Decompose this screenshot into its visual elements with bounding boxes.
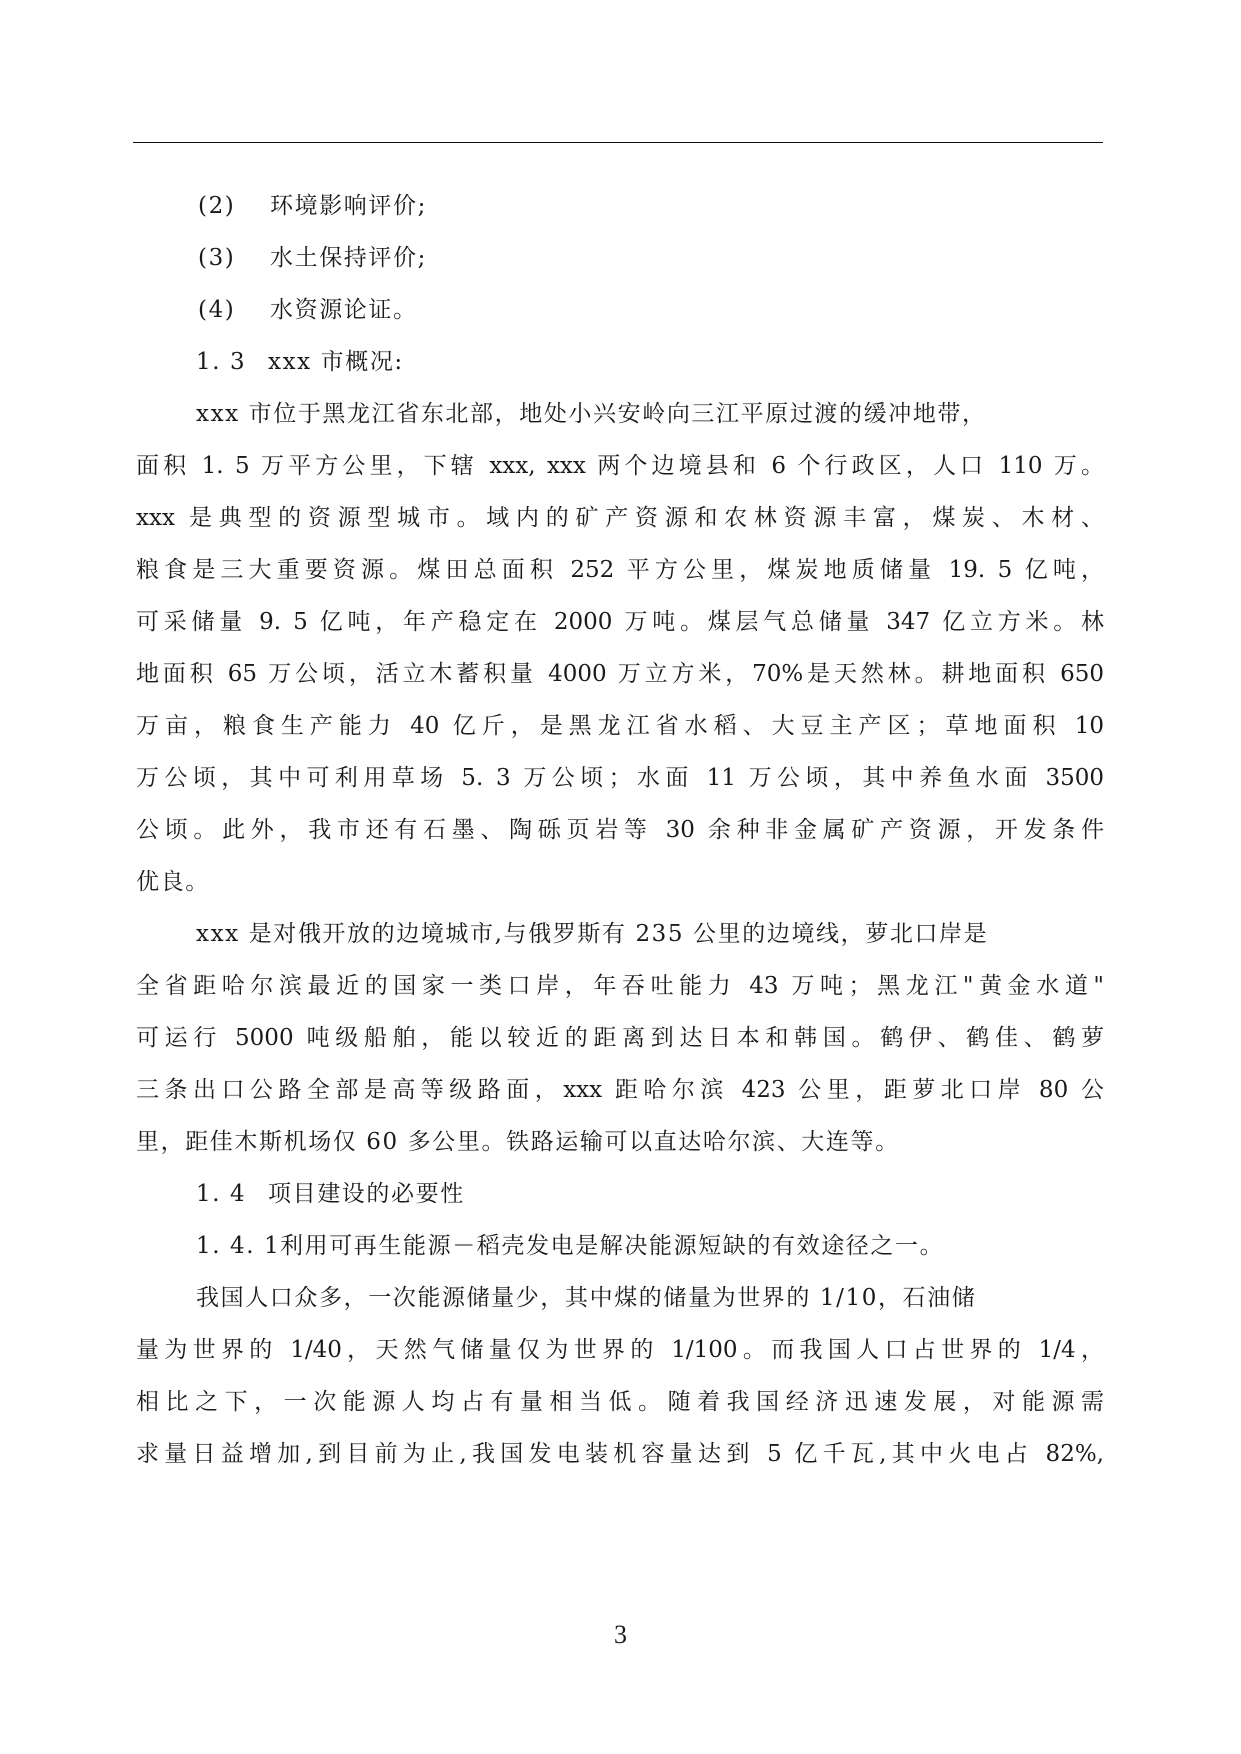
paragraph-line: 万公顷，其中可利用草场 5. 3 万公顷；水面 11 万公顷，其中养鱼水面 3500 xyxy=(136,765,1104,791)
paragraph-line: 三条出口公路全部是高等级路面，xxx 距哈尔滨 423 公里，距萝北口岸 80 公 xyxy=(136,1077,1104,1103)
paragraph-line: 地面积 65 万公顷，活立木蓄积量 4000 万立方米，70%是天然林。耕地面积 650 xyxy=(136,661,1104,687)
paragraph-line: 我国人口众多，一次能源储量少，其中煤的储量为世界的 1/10，石油储 xyxy=(196,1285,977,1311)
paragraph-line: xxx 是对俄开放的边境城市,与俄罗斯有 235 公里的边境线，萝北口岸是 xyxy=(196,921,989,947)
paragraph-line: 里，距佳木斯机场仅 60 多公里。铁路运输可以直达哈尔滨、大连等。 xyxy=(136,1129,900,1155)
paragraph-line: 面积 1. 5 万平方公里，下辖 xxx, xxx 两个边境县和 6 个行政区，人口 110 万。 xyxy=(136,453,1104,479)
paragraph-line: 万亩，粮食生产能力 40 亿斤，是黑龙江省水稻、大豆主产区；草地面积 10 xyxy=(136,713,1104,739)
paragraph-line: xxx 市位于黑龙江省东北部，地处小兴安岭向三江平原过渡的缓冲地带， xyxy=(196,401,987,427)
paragraph-line: 可采储量 9. 5 亿吨，年产稳定在 2000 万吨。煤层气总储量 347 亿立方米。林 xyxy=(136,609,1104,635)
paragraph-line: 优良。 xyxy=(136,869,210,895)
header-rule xyxy=(133,142,1103,143)
list-item: (4) 水资源论证。 xyxy=(198,297,418,323)
paragraph-line: xxx 是典型的资源型城市。域内的矿产资源和农林资源丰富，煤炭、木材、 xyxy=(136,505,1104,531)
paragraph-line: 量为世界的 1/40，天然气储量仅为世界的 1/100。而我国人口占世界的 1/4， xyxy=(136,1337,1104,1363)
list-item: (3) 水土保持评价; xyxy=(198,245,427,271)
list-item: (2) 环境影响评价; xyxy=(198,193,427,219)
section-heading-1-4-1: 1. 4. 1利用可再生能源－稻壳发电是解决能源短缺的有效途径之一。 xyxy=(196,1233,945,1259)
paragraph-line: 求量日益增加,到目前为止,我国发电装机容量达到 5 亿千瓦,其中火电占 82%, xyxy=(136,1441,1104,1467)
section-heading-1-3: 1. 3 xxx 市概况: xyxy=(196,349,404,375)
paragraph-line: 相比之下，一次能源人均占有量相当低。随着我国经济迅速发展，对能源需 xyxy=(136,1389,1104,1415)
paragraph-line: 公顷。此外，我市还有石墨、陶砾页岩等 30 余种非金属矿产资源，开发条件 xyxy=(136,817,1104,843)
page-number: 3 xyxy=(614,1620,627,1649)
section-heading-1-4: 1. 4 项目建设的必要性 xyxy=(196,1181,465,1207)
paragraph-line: 全省距哈尔滨最近的国家一类口岸，年吞吐能力 43 万吨；黑龙江"黄金水道" xyxy=(136,973,1104,999)
paragraph-line: 粮食是三大重要资源。煤田总面积 252 平方公里，煤炭地质储量 19. 5 亿吨， xyxy=(136,557,1104,583)
paragraph-line: 可运行 5000 吨级船舶，能以较近的距离到达日本和韩国。鹤伊、鹤佳、鹤萝 xyxy=(136,1025,1104,1051)
